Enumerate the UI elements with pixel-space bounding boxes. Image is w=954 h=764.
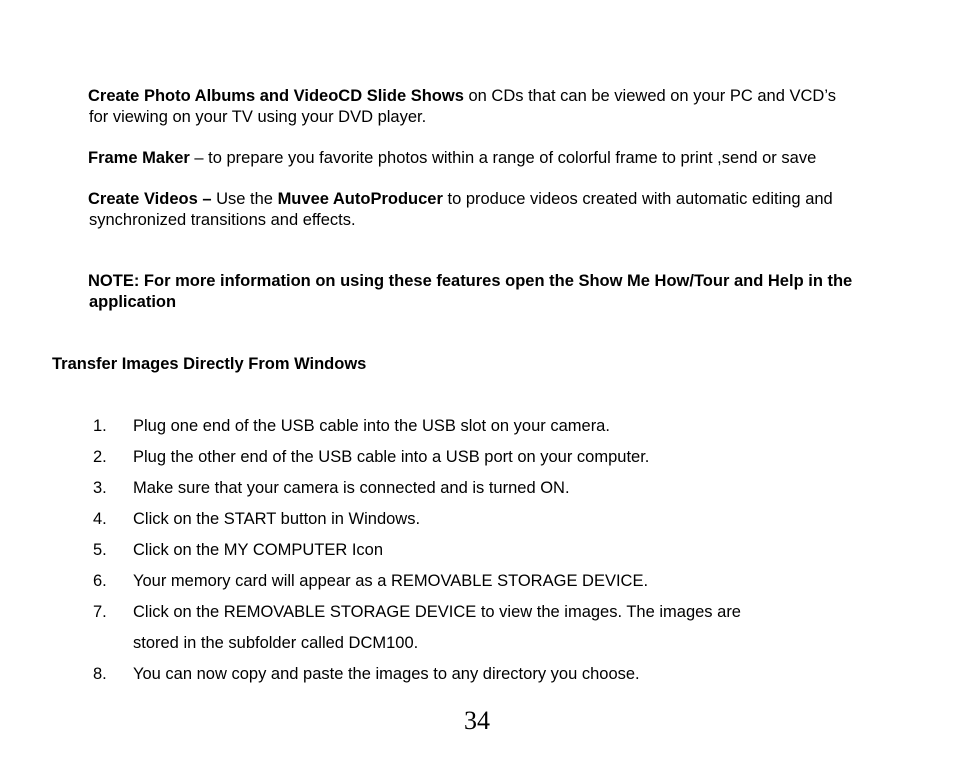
- section-heading: Transfer Images Directly From Windows: [52, 355, 367, 373]
- step-text-line-1: Click on the REMOVABLE STORAGE DEVICE to view the images. The images are: [133, 603, 741, 621]
- feature-create-videos-mid: Use the: [211, 190, 278, 208]
- step-number: 8.: [93, 665, 107, 683]
- feature-frame-maker-text: – to prepare you favorite photos within a range of colorful frame to print ,send or save: [189, 149, 817, 167]
- step-text: [133, 597, 813, 659]
- feature-photo-albums: [88, 86, 938, 128]
- step-text: Make sure that your camera is connected and is turned ON.: [133, 479, 570, 497]
- feature-create-videos-text-cont: synchronized transitions and effects.: [89, 211, 356, 229]
- feature-photo-albums-title: Create Photo Albums and VideoCD Slide Shows: [88, 87, 464, 105]
- step-number: 4.: [93, 510, 107, 528]
- step-text: Click on the MY COMPUTER Icon: [133, 541, 384, 559]
- step-number: 3.: [93, 479, 107, 497]
- feature-create-videos-text: to produce videos created with automatic editing and: [442, 190, 833, 208]
- step-text: Click on the START button in Windows.: [133, 510, 421, 528]
- feature-create-videos-title: Create Videos –: [88, 190, 212, 208]
- step-text-line-2: stored in the subfolder called DCM100.: [133, 634, 419, 652]
- feature-muvee-name: Muvee AutoProducer: [277, 190, 443, 208]
- note-line-2: application: [89, 293, 177, 311]
- step-text: You can now copy and paste the images to any directory you choose.: [133, 665, 640, 683]
- step-number: 5.: [93, 541, 107, 559]
- step-number: 6.: [93, 572, 107, 590]
- feature-frame-maker: [88, 148, 938, 169]
- step-text: Plug the other end of the USB cable into a USB port on your computer.: [133, 448, 650, 466]
- page-number: 34: [464, 706, 490, 735]
- step-number: 2.: [93, 448, 107, 466]
- step-text: Your memory card will appear as a REMOVABLE STORAGE DEVICE.: [133, 572, 649, 590]
- feature-photo-albums-text-cont: for viewing on your TV using your DVD player.: [89, 108, 427, 126]
- feature-frame-maker-title: Frame Maker: [88, 149, 190, 167]
- step-text: Plug one end of the USB cable into the USB slot on your camera.: [133, 417, 610, 435]
- feature-photo-albums-text: on CDs that can be viewed on your PC and VCD’s: [463, 87, 836, 105]
- note: [88, 271, 938, 313]
- step-number: 1.: [93, 417, 107, 435]
- feature-create-videos: [88, 189, 938, 231]
- step-number: 7.: [93, 603, 107, 621]
- note-line-1: NOTE: For more information on using these features open the Show Me How/Tour and Help in the: [88, 272, 853, 290]
